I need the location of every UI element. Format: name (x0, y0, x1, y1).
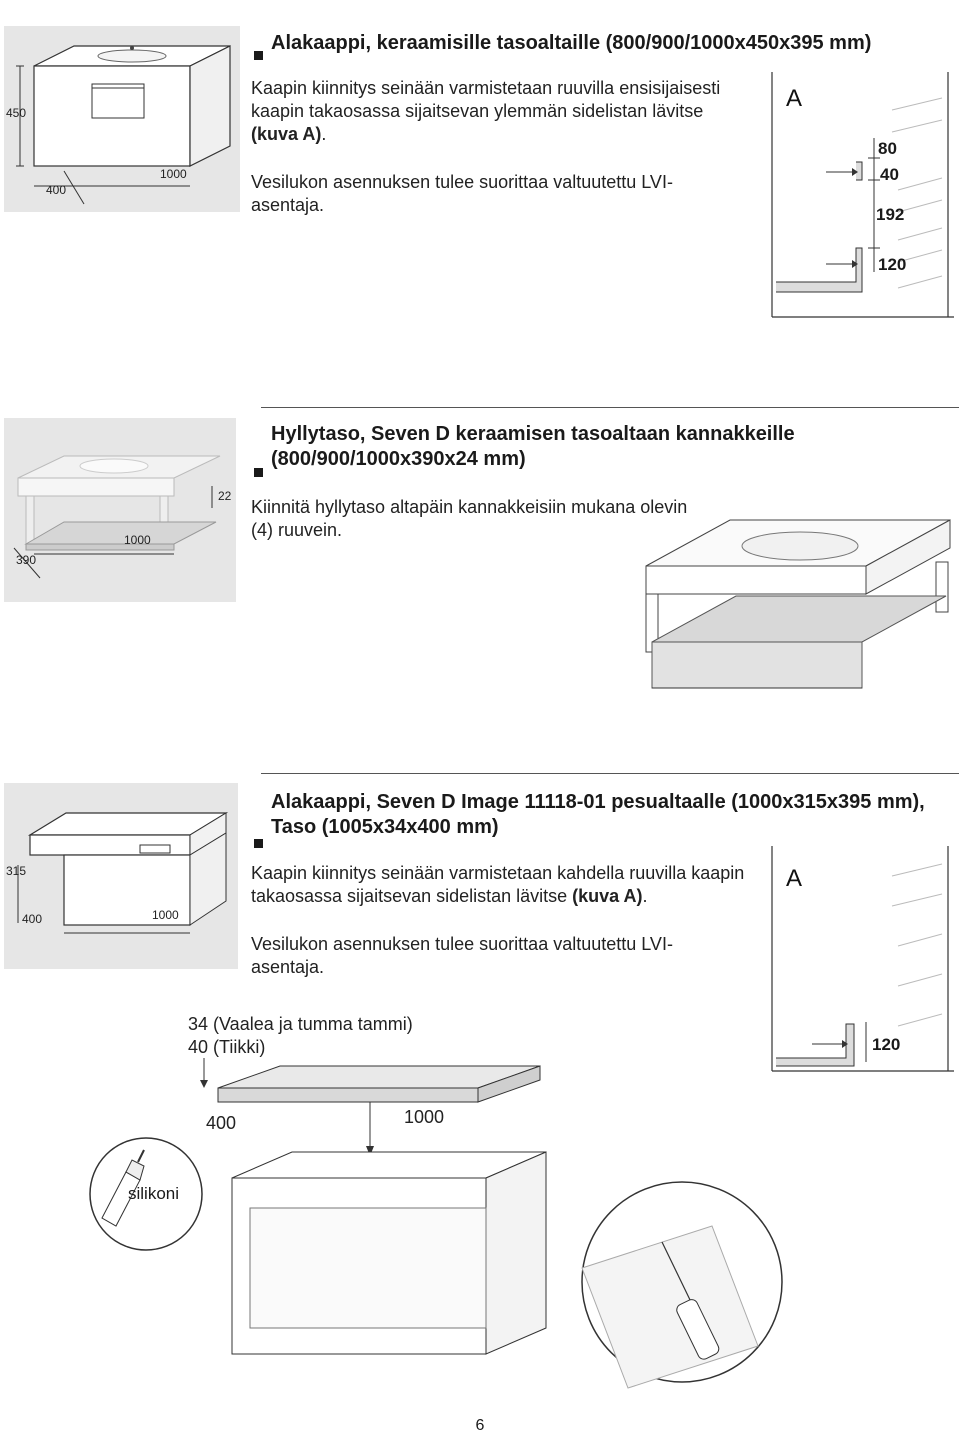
shelf-iso-drawing (640, 512, 960, 692)
section-divider-2 (261, 773, 959, 774)
cabinet-dims-1 (4, 26, 240, 212)
detail-dim-120: 120 (878, 255, 907, 274)
dim-thickness-label: 22 (218, 489, 232, 503)
dim-width-label: 1000 (160, 167, 187, 181)
top-dim-depth: 400 (206, 1113, 237, 1133)
section3-paragraph-1: Kaapin kiinnitys seinään varmistetaan kahdella ruuvilla kaapin takaosassa sijaitsevan sidelistan lävitse (kuva A). (251, 863, 745, 906)
section-divider-1 (261, 407, 959, 408)
detail-a-figure-3 (772, 846, 960, 1076)
detail-dim-192: 192 (876, 205, 905, 224)
section1-paragraph-2: Vesilukon asennuksen tulee suorittaa valtuutettu LVI-asentaja. (251, 172, 673, 215)
section3-paragraph-2: Vesilukon asennuksen tulee suorittaa valtuutettu LVI-asentaja. (251, 934, 673, 977)
shelf-figure (4, 418, 236, 602)
silicone-label: silikoni (128, 1184, 180, 1203)
dim-width-label: 1000 (124, 533, 151, 547)
top-thickness-label-2: 40 (Tiikki) (188, 1037, 266, 1057)
silicone-circle-figure (82, 1132, 212, 1262)
dim-width-label: 1000 (152, 908, 179, 922)
detail-a-figure-1 (772, 72, 960, 317)
cabinet-dims-3 (4, 783, 238, 969)
page-number: 6 (475, 1417, 485, 1434)
section1-paragraph-1: Kaapin kiinnitys seinään varmistetaan ruuvilla ensisijaisesti kaapin takaosassa sijaitsevan ylemmän sidelistan lävitse (kuva A). (251, 78, 721, 144)
section1-title: Alakaappi, keraamisille tasoaltaille (800/900/1000x450x395 mm) (271, 32, 872, 54)
section3-title: Alakaappi, Seven D Image 11118-01 pesualtaalle (1000x315x395 mm), Taso (1005x34x400 mm) (271, 791, 925, 838)
shelf-dims (4, 418, 236, 602)
detail-dim-40: 40 (880, 165, 899, 184)
screwdriver-circle-figure (578, 1178, 788, 1388)
cabinet-figure-3 (4, 783, 238, 969)
detail-dim-80: 80 (878, 139, 897, 158)
detail-a-badge: A (786, 85, 803, 112)
dim-height-label: 450 (6, 106, 27, 120)
section-bullet (254, 839, 263, 848)
section-bullet (254, 51, 263, 60)
detail-a-badge: A (786, 865, 803, 892)
dim-depth-label: 400 (22, 912, 43, 926)
top-dim-width: 1000 (404, 1107, 445, 1127)
dim-height-label: 315 (6, 864, 27, 878)
top-thickness-label-1: 34 (Vaalea ja tumma tammi) (188, 1014, 413, 1034)
section-bullet (254, 468, 263, 477)
dim-depth-label: 400 (46, 183, 67, 197)
dim-depth-label: 390 (16, 553, 37, 567)
section2-paragraph-1: Kiinnitä hyllytaso altapäin kannakkeisiin mukana olevin (4) ruuvein. (251, 497, 688, 540)
section2-title: Hyllytaso, Seven D keraamisen tasoaltaan kannakkeille (800/900/1000x390x24 mm) (271, 423, 795, 470)
cabinet-figure-1 (4, 26, 240, 212)
detail-dim-120: 120 (872, 1035, 901, 1054)
